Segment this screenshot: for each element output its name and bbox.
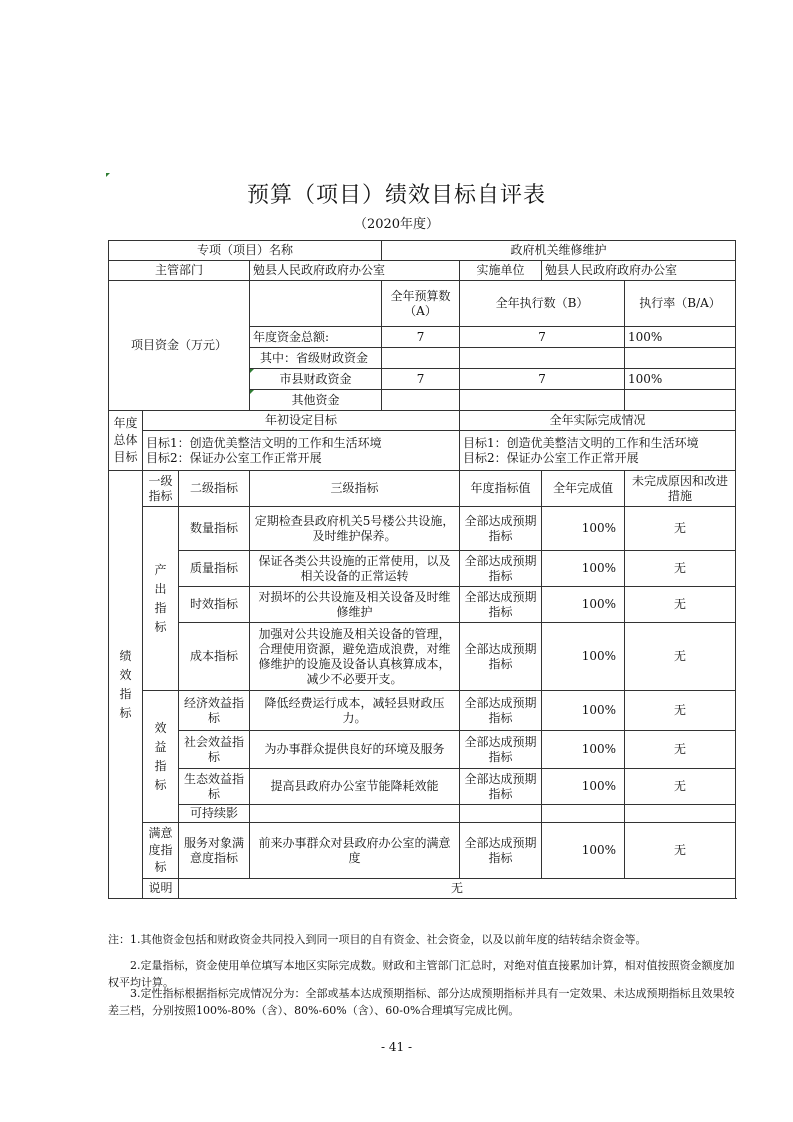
indicator-l3 — [250, 805, 460, 823]
funds-row-label-text: 市县财政资金 — [279, 371, 352, 386]
header-target: 年度指标值 — [460, 471, 542, 507]
goals-actual — [460, 431, 736, 471]
goals-initial — [143, 431, 460, 471]
goals-label — [109, 411, 143, 471]
indicator-actual: 100% — [542, 623, 625, 691]
indicator-l3: 定期检查县政府机关5号楼公共设施，及时维护保养。 — [250, 507, 460, 551]
indicator-l2: 社会效益指标 — [179, 731, 250, 769]
footnote-3: 3.定性指标根据指标完成情况分为：全部或基本达成预期指标、部分达成预期指标并具有一定效果、未达成预期指标且效果较差三档，分别按照100%-80%（含）、80%-60%（含）、60-0%合理填写完成比例。 — [108, 987, 735, 1017]
indicator-l3: 对损坏的公共设施及相关设备及时维修维护 — [250, 587, 460, 623]
funds-row-budget: 7 — [382, 369, 460, 390]
indicator-row — [109, 805, 736, 823]
goals-content-row — [109, 431, 736, 471]
group-label-text: 效益指标 — [154, 720, 167, 792]
funds-row-budget — [382, 390, 460, 411]
indicator-row — [109, 691, 736, 731]
goals-label-text: 年度总体目标 — [113, 416, 138, 464]
project-name-value: 政府机关维修维护 — [382, 241, 736, 261]
indicator-target: 全部达成预期指标 — [460, 507, 542, 551]
indicator-actual: 100% — [542, 769, 625, 805]
indicator-l2: 经济效益指标 — [179, 691, 250, 731]
indicator-reason: 无 — [625, 623, 736, 691]
remarks-value: 无 — [179, 879, 736, 899]
goal-item: 目标1：创造优美整洁文明的工作和生活环境 — [463, 435, 699, 450]
indicators-label — [109, 471, 143, 899]
indicator-l2: 服务对象满意度指标 — [179, 823, 250, 879]
indicator-target: 全部达成预期指标 — [460, 551, 542, 587]
goal-item: 目标1：创造优美整洁文明的工作和生活环境 — [146, 435, 382, 450]
indicator-actual: 100% — [542, 691, 625, 731]
funds-row-rate: 100% — [625, 369, 736, 390]
dept-value: 勉县人民政府政府办公室 — [250, 261, 460, 281]
indicator-l3: 为办事群众提供良好的环境及服务 — [250, 731, 460, 769]
indicator-target: 全部达成预期指标 — [460, 691, 542, 731]
header-reason: 未完成原因和改进措施 — [625, 471, 736, 507]
indicator-target — [460, 805, 542, 823]
goal-item: 目标2：保证办公室工作正常开展 — [146, 450, 322, 465]
indicator-actual: 100% — [542, 731, 625, 769]
funds-header-row — [109, 281, 736, 327]
group-label-text: 产出指标 — [154, 562, 167, 634]
indicator-l2: 质量指标 — [179, 551, 250, 587]
indicator-row — [109, 623, 736, 691]
indicator-row — [109, 587, 736, 623]
indicator-l3: 提高县政府办公室节能降耗效能 — [250, 769, 460, 805]
group-label-benefit — [143, 691, 179, 823]
indicator-target: 全部达成预期指标 — [460, 587, 542, 623]
indicator-target: 全部达成预期指标 — [460, 769, 542, 805]
indicator-target: 全部达成预期指标 — [460, 623, 542, 691]
indicators-label-text: 绩效指标 — [119, 648, 132, 720]
indicator-l3: 前来办事群众对县政府办公室的满意度 — [250, 823, 460, 879]
dept-label: 主管部门 — [109, 261, 250, 281]
impl-unit-label: 实施单位 — [460, 261, 542, 281]
cell-marker — [250, 369, 254, 373]
indicator-l3: 保证各类公共设施的正常使用，以及相关设备的正常运转 — [250, 551, 460, 587]
indicator-reason: 无 — [625, 769, 736, 805]
header-level1: 一级指标 — [143, 471, 179, 507]
group-label-satisfaction — [143, 823, 179, 879]
group-label-text: 满意度指标 — [148, 826, 173, 874]
funds-row-exec — [460, 348, 625, 369]
project-name-label: 专项（项目）名称 — [109, 241, 382, 261]
corner-marker — [106, 173, 110, 177]
funds-row-label — [250, 369, 382, 390]
indicator-target: 全部达成预期指标 — [460, 731, 542, 769]
indicator-l3: 降低经费运行成本，减轻县财政压力。 — [250, 691, 460, 731]
indicator-l2: 数量指标 — [179, 507, 250, 551]
indicator-reason: 无 — [625, 587, 736, 623]
indicator-row — [109, 823, 736, 879]
header-level3: 三级指标 — [250, 471, 460, 507]
funds-row-label — [250, 390, 382, 411]
header-level2: 二级指标 — [179, 471, 250, 507]
indicator-reason: 无 — [625, 551, 736, 587]
indicator-l2: 生态效益指标 — [179, 769, 250, 805]
funds-row-exec: 7 — [460, 327, 625, 348]
funds-row-rate — [625, 348, 736, 369]
funds-row-label-text: 其他资金 — [291, 392, 340, 407]
funds-col-exec: 全年执行数（B） — [460, 281, 625, 327]
impl-unit-value: 勉县人民政府政府办公室 — [542, 261, 736, 281]
funds-label: 项目资金（万元） — [109, 281, 250, 411]
funds-row-label: 其中：省级财政资金 — [250, 348, 382, 369]
indicator-reason: 无 — [625, 507, 736, 551]
funds-blank-cell — [250, 281, 382, 327]
indicator-row — [109, 731, 736, 769]
funds-row-exec: 7 — [460, 369, 625, 390]
indicator-header-row — [109, 471, 736, 507]
group-label-output — [143, 507, 179, 691]
indicator-reason: 无 — [625, 691, 736, 731]
indicator-l3: 加强对公共设施及相关设备的管理，合理使用资源，避免造成浪费，对维修维护的设施及设备认真核算成本，减少不必要开支。 — [250, 623, 460, 691]
header-actual: 全年完成值 — [542, 471, 625, 507]
cell-marker — [250, 390, 254, 394]
funds-col-rate: 执行率（B/A） — [625, 281, 736, 327]
indicator-l2: 可持续影 — [179, 805, 250, 823]
footnote-2: 2.定量指标，资金使用单位填写本地区实际完成数。财政和主管部门汇总时，对绝对值直接累加计算，相对值按照资金额度加权平均计算。 — [108, 959, 735, 989]
indicator-actual — [542, 805, 625, 823]
indicator-reason — [625, 805, 736, 823]
project-name-row — [109, 241, 736, 261]
funds-row-budget: 7 — [382, 327, 460, 348]
goals-header-row — [109, 411, 736, 431]
indicator-target: 全部达成预期指标 — [460, 823, 542, 879]
indicator-actual: 100% — [542, 551, 625, 587]
page-number: - 41 - — [380, 1040, 412, 1054]
funds-row-rate: 100% — [625, 327, 736, 348]
evaluation-table — [108, 240, 736, 899]
indicator-row — [109, 507, 736, 551]
department-row — [109, 261, 736, 281]
funds-row-exec — [460, 390, 625, 411]
goals-col-initial: 年初设定目标 — [143, 411, 460, 431]
indicator-row — [109, 769, 736, 805]
indicator-actual: 100% — [542, 507, 625, 551]
indicator-actual: 100% — [542, 823, 625, 879]
page-subtitle: （2020年度） — [353, 217, 440, 232]
indicator-reason: 无 — [625, 823, 736, 879]
remarks-row — [109, 879, 736, 899]
funds-col-budget: 全年预算数（A） — [382, 281, 460, 327]
indicator-l2: 成本指标 — [179, 623, 250, 691]
funds-row-label: 年度资金总额: — [250, 327, 382, 348]
goal-item: 目标2：保证办公室工作正常开展 — [463, 450, 639, 465]
goals-col-actual: 全年实际完成情况 — [460, 411, 736, 431]
page-title: 预算（项目）绩效目标自评表 — [246, 183, 546, 208]
funds-row-rate — [625, 390, 736, 411]
remarks-label: 说明 — [143, 879, 179, 899]
indicator-actual: 100% — [542, 587, 625, 623]
indicator-reason: 无 — [625, 731, 736, 769]
indicator-row — [109, 551, 736, 587]
indicator-l2: 时效指标 — [179, 587, 250, 623]
funds-row-budget — [382, 348, 460, 369]
footnote-1: 注：1.其他资金包括和财政资金共同投入到同一项目的自有资金、社会资金，以及以前年度的结转结余资金等。 — [108, 933, 647, 946]
